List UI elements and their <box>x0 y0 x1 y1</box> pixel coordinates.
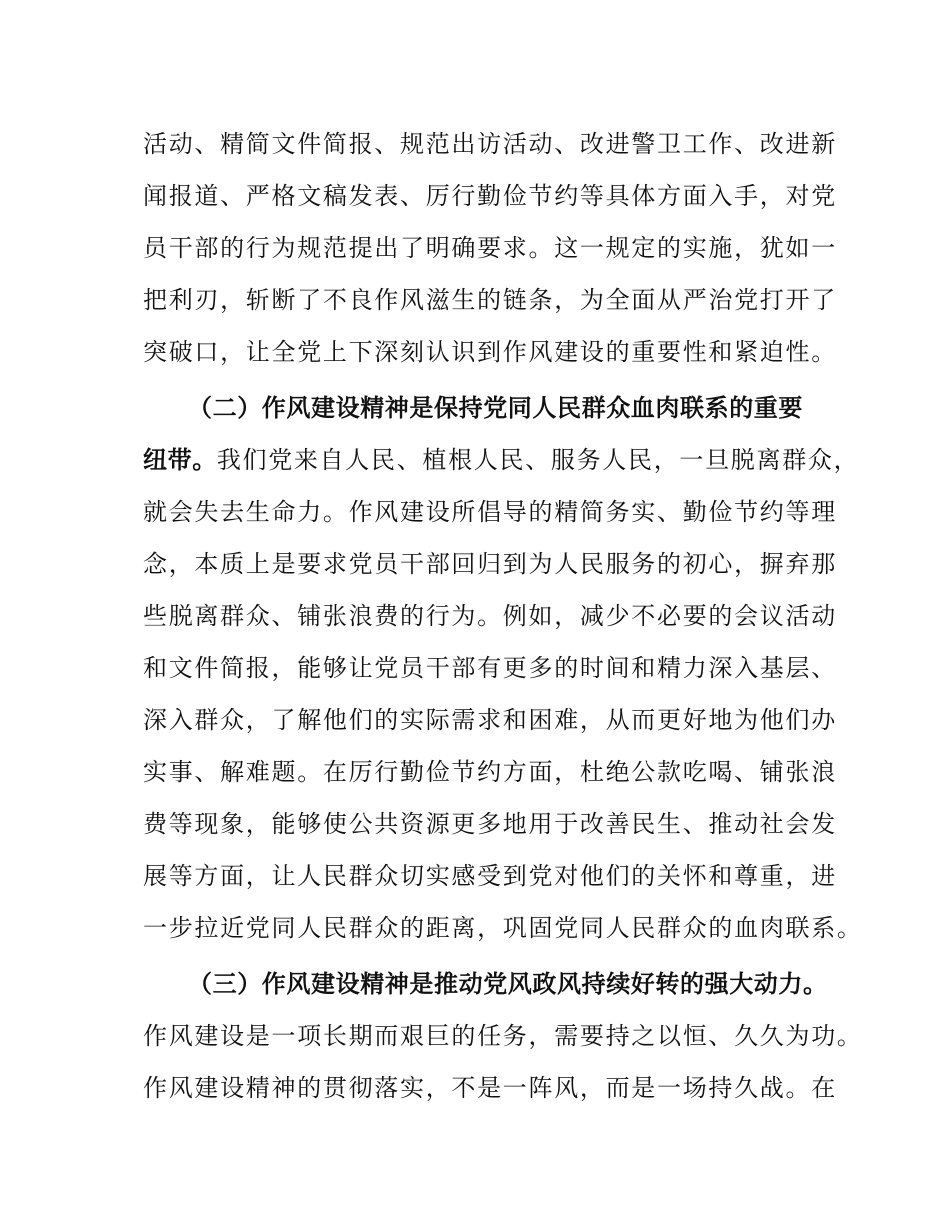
body-text-line: 展等方面，让人民群众切实感受到党对他们的关怀和尊重，进 <box>143 862 837 890</box>
body-text-line: 突破口，让全党上下深刻认识到作风建设的重要性和紧迫性。 <box>143 338 837 366</box>
body-text-line: 念，本质上是要求党员干部回归到为人民服务的初心，摒弃那 <box>143 550 837 578</box>
body-text-line: 作风建设精神的贯彻落实，不是一阵风，而是一场持久战。在 <box>143 1074 837 1102</box>
body-text-line: 一步拉近党同人民群众的距离，巩固党同人民群众的血肉联系。 <box>143 914 863 942</box>
body-text-span: 我们党来自人民、植根人民、服务人民，一旦脱离群众， <box>216 446 860 474</box>
body-text-line: 和文件简报，能够让党员干部有更多的时间和精力深入基层、 <box>143 654 837 682</box>
body-text-line: 作风建设是一项长期而艰巨的任务，需要持之以恒、久久为功。 <box>143 1022 863 1050</box>
body-text-line: 员干部的行为规范提出了明确要求。这一规定的实施，犹如一 <box>143 234 837 262</box>
body-text-line: 闻报道、严格文稿发表、厉行勤俭节约等具体方面入手，对党 <box>143 182 837 210</box>
section-heading: （三）作风建设精神是推动党风政风持续好转的强大动力。 <box>188 970 828 998</box>
body-text-line: 把利刃，斩断了不良作风滋生的链条，为全面从严治党打开了 <box>143 286 837 314</box>
body-text-line: 活动、精简文件简报、规范出访活动、改进警卫工作、改进新 <box>143 130 837 158</box>
section-heading: （二）作风建设精神是保持党同人民群众血肉联系的重要 <box>188 394 803 422</box>
body-text-line: 深入群众，了解他们的实际需求和困难，从而更好地为他们办 <box>143 706 837 734</box>
section-heading-end: 纽带。 <box>143 446 217 474</box>
body-text-line: 些脱离群众、铺张浪费的行为。例如，减少不必要的会议活动 <box>143 602 837 630</box>
body-text-line <box>143 443 860 477</box>
body-text-line: 就会失去生命力。作风建设所倡导的精简务实、勤俭节约等理 <box>143 498 837 526</box>
body-text-line: 实事、解难题。在厉行勤俭节约方面，杜绝公款吃喝、铺张浪 <box>143 758 837 786</box>
body-text-line: 费等现象，能够使公共资源更多地用于改善民生、推动社会发 <box>143 810 837 838</box>
